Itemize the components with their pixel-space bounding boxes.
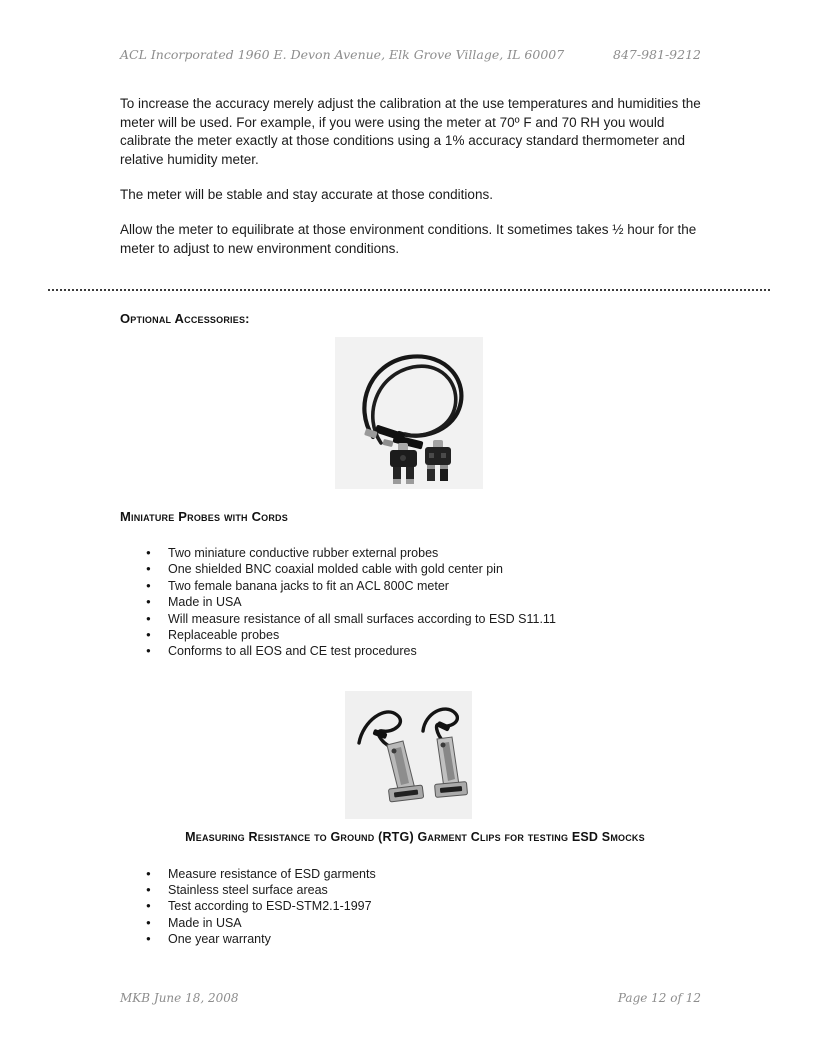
bullet-icon: ● xyxy=(146,917,151,927)
list-item-text: Made in USA xyxy=(168,915,242,930)
list-item xyxy=(146,866,646,882)
footer-page-number: Page 12 of 12 xyxy=(617,991,701,1005)
optional-accessories-heading: Optional Accessories: xyxy=(120,311,250,326)
list-item xyxy=(146,561,706,577)
dotted-divider xyxy=(48,289,770,291)
miniature-probes-illustration xyxy=(335,337,483,489)
bullet-icon: ● xyxy=(146,646,151,656)
list-item-text: Measure resistance of ESD garments xyxy=(168,867,376,881)
list-item-text: Replaceable probes xyxy=(168,628,280,643)
footer-author-date: MKB June 18, 2008 xyxy=(120,991,239,1005)
list-item-text: Two female banana jacks to fit an ACL 800C meter xyxy=(168,578,449,593)
miniature-probes-photo xyxy=(335,337,483,489)
bullet-icon: ● xyxy=(146,630,151,640)
company-address: ACL Incorporated 1960 E. Devon Avenue, Elk Grove Village, IL 60007 xyxy=(120,47,565,62)
list-item xyxy=(146,627,706,643)
list-item xyxy=(146,915,646,931)
paragraph-calibration: To increase the accuracy merely adjust the calibration at the use temperatures and humidities the meter will be used. For example, if you were using the meter at 70º F and 70 RH you would calibrate the meter exactly at those conditions using a 1% accuracy standard thermometer and relative humidity meter. xyxy=(120,96,701,167)
bullet-icon: ● xyxy=(146,613,151,623)
garment-clips-illustration xyxy=(345,691,472,819)
page-header xyxy=(120,47,701,62)
list-item-text: One shielded BNC coaxial molded cable with gold center pin xyxy=(168,562,503,577)
list-item xyxy=(146,578,706,594)
list-item xyxy=(146,931,646,947)
list-item-text: One year warranty xyxy=(168,931,271,946)
list-item xyxy=(146,594,706,610)
bullet-icon: ● xyxy=(146,597,151,607)
list-item xyxy=(146,611,706,627)
phone-number: 847-981-9212 xyxy=(613,47,701,62)
garment-clips-heading: Measuring Resistance to Ground (RTG) Garment Clips for testing ESD Smocks xyxy=(185,830,645,844)
paragraph-stability: The meter will be stable and stay accurate at those conditions. xyxy=(120,187,493,202)
list-item xyxy=(146,545,706,561)
list-item-text: Conforms to all EOS and CE test procedures xyxy=(168,644,417,659)
list-item xyxy=(146,643,706,659)
paragraph-equilibrate: Allow the meter to equilibrate at those environment conditions. It sometimes takes ½ hour for the meter to adjust to new environment conditions. xyxy=(120,222,697,256)
bullet-icon: ● xyxy=(146,885,151,895)
bullet-icon: ● xyxy=(146,901,151,911)
bullet-icon: ● xyxy=(146,564,151,574)
bullet-icon: ● xyxy=(146,933,151,943)
garment-clips-photo xyxy=(345,691,472,819)
bullet-icon: ● xyxy=(146,548,151,557)
probes-feature-list xyxy=(146,545,706,660)
bullet-icon: ● xyxy=(146,869,151,878)
list-item xyxy=(146,898,646,914)
list-item-text: Stainless steel surface areas xyxy=(168,883,328,898)
list-item-text: Test according to ESD-STM2.1-1997 xyxy=(168,899,372,914)
list-item-text: Will measure resistance of all small surfaces according to ESD S11.11 xyxy=(168,611,556,626)
list-item xyxy=(146,882,646,898)
list-item-text: Two miniature conductive rubber external probes xyxy=(168,546,439,560)
garment-clips-feature-list xyxy=(146,866,646,947)
list-item-text: Made in USA xyxy=(168,595,242,610)
miniature-probes-heading: Miniature Probes with Cords xyxy=(120,509,288,524)
bullet-icon: ● xyxy=(146,580,151,590)
page-footer xyxy=(120,991,701,1005)
